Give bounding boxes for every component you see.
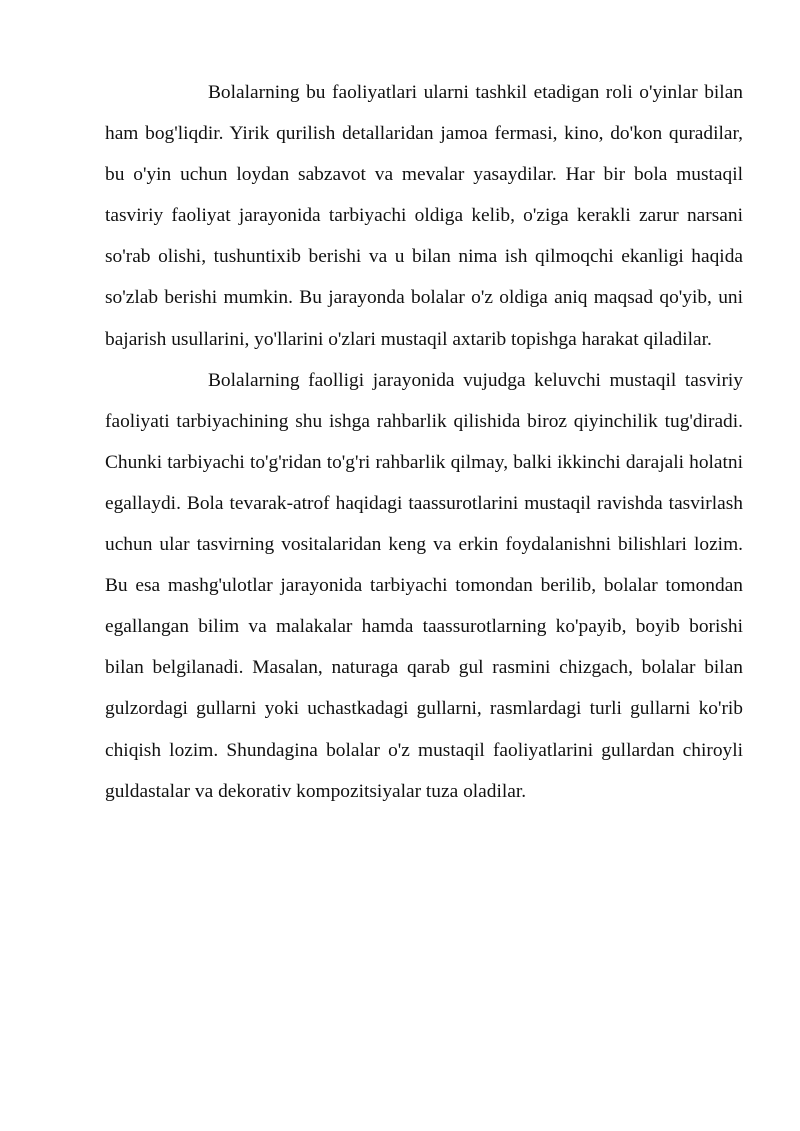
paragraph-1: Bolalarning bu faoliyatlari ularni tashkil etadigan roli o'yinlar bilan ham bog'liqdir. Yirik qurilish detallaridan jamoa fermasi, kino, do'kon quradilar, bu o'yin uchun loydan sabzavot va mevalar yasaydilar. Har bir bola mustaqil tasviriy faoliyat jarayonida tarbiyachi oldiga kelib, o'ziga kerakli zarur narsani so'rab olishi, tushuntixib berishi va u bilan nima ish qilmoqchi ekanligi haqida so'zlab berishi mumkin. Bu jarayonda bolalar o'z oldiga aniq maqsad qo'yib, uni bajarish usullarini, yo'llarini o'zlari mustaqil axtarib topishga harakat qiladilar. — [105, 82, 743, 350]
paragraph-2: Bolalarning faolligi jarayonida vujudga keluvchi mustaqil tasviriy faoliyati tarbiyachining shu ishga rahbarlik qilishida biroz qiyinchilik tug'diradi. Chunki tarbiyachi to'g'ridan to'g'ri rahbarlik qilmay, balki ikkinchi darajali holatni egallaydi. Bola tevarak-atrof haqidagi taassurotlarini mustaqil ravishda tasvirlash uchun ular tasvirning vositalaridan keng va erkin foydalanishni bilishlari lozim. Bu esa mashg'ulotlar jarayonida tarbiyachi tomondan berilib, bolalar tomondan egallangan bilim va malakalar hamda taassurotlarning ko'payib, boyib borishi bilan belgilanadi. Masalan, naturaga qarab gul rasmini chizgach, bolalar bilan gulzordagi gullarni yoki uchastkadagi gullarni, rasmlardagi turli gullarni ko'rib chiqish lozim. Shundagina bolalar o'z mustaqil faoliyatlarini gullardan chiroyli guldastalar va dekorativ kompozitsiyalar tuza oladilar. — [105, 369, 743, 802]
document-page — [105, 72, 743, 812]
